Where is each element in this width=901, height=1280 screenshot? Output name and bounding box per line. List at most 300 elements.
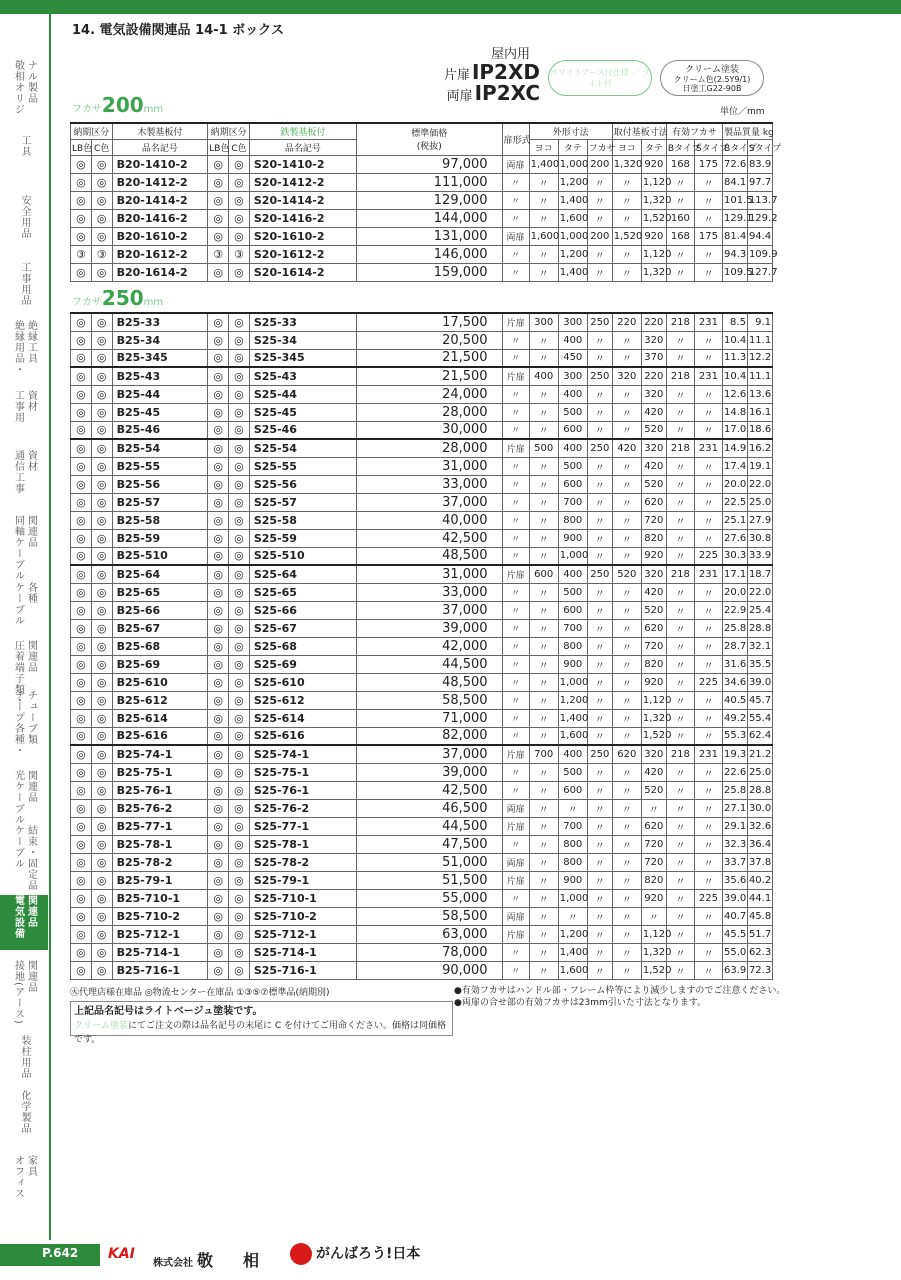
sidebar-category[interactable] xyxy=(0,262,48,312)
mount-width: 〃 xyxy=(612,601,641,619)
stock-c: ◎ xyxy=(91,493,112,511)
mount-height: 1,120 xyxy=(641,245,666,263)
mount-width: 〃 xyxy=(612,619,641,637)
mount-height: 620 xyxy=(641,817,666,835)
sidebar-category-label: 安全用品 xyxy=(19,195,30,239)
page-number: P.642 xyxy=(42,1246,79,1260)
company-name: 株式会社 敬 相 xyxy=(153,1251,260,1270)
sidebar-category-label: 資材 xyxy=(25,390,37,412)
outer-height: 900 xyxy=(558,871,587,889)
stock-c: ◎ xyxy=(91,403,112,421)
sidebar-category[interactable] xyxy=(0,60,48,120)
stock-c: ③ xyxy=(91,245,112,263)
outer-width: 〃 xyxy=(529,835,558,853)
iron-model: S25-610 xyxy=(249,673,356,691)
stock-c: ◎ xyxy=(91,457,112,475)
weight-b: 25.8 xyxy=(722,619,747,637)
stock-lb: ◎ xyxy=(71,817,92,835)
outer-width: 1,600 xyxy=(529,227,558,245)
mount-height: 320 xyxy=(641,439,666,457)
stock-lb: ◎ xyxy=(71,745,92,763)
sidebar-category[interactable] xyxy=(0,390,48,440)
door-type: 両扉 xyxy=(502,853,529,871)
price: 24,000 xyxy=(356,385,502,403)
outer-depth: 〃 xyxy=(587,871,612,889)
outer-width: 〃 xyxy=(529,799,558,817)
price: 42,500 xyxy=(356,529,502,547)
mount-width: 〃 xyxy=(612,835,641,853)
price: 97,000 xyxy=(356,155,502,173)
eff-depth-b: 〃 xyxy=(666,173,694,191)
stock-lb: ◎ xyxy=(71,601,92,619)
sidebar-category-label: 工事用 xyxy=(12,390,24,423)
stock-lb: ◎ xyxy=(71,637,92,655)
weight-s: 11.1 xyxy=(747,331,772,349)
table-row xyxy=(71,313,773,331)
outer-depth: 〃 xyxy=(587,403,612,421)
stock-lb-iron: ◎ xyxy=(208,385,229,403)
hd-yoko: ヨコ xyxy=(529,139,558,155)
stock-c-iron: ◎ xyxy=(229,385,250,403)
outer-width: 〃 xyxy=(529,763,558,781)
outer-width: 〃 xyxy=(529,817,558,835)
stock-c-iron: ◎ xyxy=(229,263,250,281)
outer-depth: 〃 xyxy=(587,637,612,655)
outer-height: 400 xyxy=(558,331,587,349)
stock-lb-iron: ◎ xyxy=(208,601,229,619)
unit-label: 単位／mm xyxy=(720,107,765,117)
sidebar-category-label: 関連品 xyxy=(25,960,37,993)
eff-depth-b: 〃 xyxy=(666,637,694,655)
outer-height: 400 xyxy=(558,745,587,763)
stock-c: ◎ xyxy=(91,155,112,173)
door-type: 〃 xyxy=(502,583,529,601)
weight-b: 35.6 xyxy=(722,871,747,889)
sidebar-category-label: オフィス xyxy=(12,1155,24,1199)
hd-wt-b: Bタイプ xyxy=(722,139,747,155)
weight-s: 55.4 xyxy=(747,709,772,727)
stock-c-iron: ◎ xyxy=(229,313,250,331)
mount-height: 720 xyxy=(641,853,666,871)
door-type: 片扉 xyxy=(502,439,529,457)
outer-depth: 200 xyxy=(587,155,612,173)
outer-depth: 〃 xyxy=(587,691,612,709)
eff-depth-s: 〃 xyxy=(694,403,722,421)
door-type: 片扉 xyxy=(502,367,529,385)
wood-model: B25-345 xyxy=(112,349,208,367)
stock-c: ◎ xyxy=(91,209,112,227)
sidebar-category[interactable] xyxy=(0,195,48,245)
outer-height: 〃 xyxy=(558,799,587,817)
stock-lb-iron: ◎ xyxy=(208,439,229,457)
mount-height: 520 xyxy=(641,475,666,493)
weight-s: 28.8 xyxy=(747,619,772,637)
outer-height: 900 xyxy=(558,655,587,673)
eff-depth-s: 〃 xyxy=(694,961,722,979)
table-row xyxy=(71,421,773,439)
eff-depth-b: 〃 xyxy=(666,457,694,475)
stock-c: ◎ xyxy=(91,565,112,583)
table-row xyxy=(71,155,773,173)
weight-s: 18.7 xyxy=(747,565,772,583)
sidebar-category[interactable] xyxy=(0,1090,48,1140)
weight-s: 94.4 xyxy=(747,227,772,245)
weight-s: 30.8 xyxy=(747,529,772,547)
outer-height: 800 xyxy=(558,511,587,529)
price: 44,500 xyxy=(356,655,502,673)
sidebar-category[interactable] xyxy=(0,1035,48,1085)
stock-lb: ◎ xyxy=(71,209,92,227)
mount-height: 1,120 xyxy=(641,173,666,191)
stock-c-iron: ◎ xyxy=(229,673,250,691)
mount-width: 〃 xyxy=(612,331,641,349)
stock-lb: ◎ xyxy=(71,439,92,457)
table-row xyxy=(71,889,773,907)
hd-mount-yoko: ヨコ xyxy=(612,139,641,155)
door-type: 〃 xyxy=(502,763,529,781)
stock-c-iron: ◎ xyxy=(229,547,250,565)
price: 48,500 xyxy=(356,673,502,691)
sidebar-category-label: 家具 xyxy=(25,1155,37,1177)
sidebar-category[interactable] xyxy=(0,320,48,380)
eff-depth-s: 225 xyxy=(694,673,722,691)
outer-depth: 250 xyxy=(587,745,612,763)
eff-depth-s: 〃 xyxy=(694,817,722,835)
stock-c: ◎ xyxy=(91,907,112,925)
mount-height: 820 xyxy=(641,871,666,889)
price: 82,000 xyxy=(356,727,502,745)
outer-width: 〃 xyxy=(529,511,558,529)
mount-height: 1,320 xyxy=(641,191,666,209)
stock-lb-iron: ③ xyxy=(208,245,229,263)
stock-c: ◎ xyxy=(91,601,112,619)
eff-depth-s: 225 xyxy=(694,889,722,907)
iron-model: S25-45 xyxy=(249,403,356,421)
door-type: 片扉 xyxy=(502,871,529,889)
stock-c-iron: ◎ xyxy=(229,781,250,799)
stock-c-iron: ◎ xyxy=(229,349,250,367)
price: 39,000 xyxy=(356,763,502,781)
door-type: 両扉 xyxy=(502,227,529,245)
price: 33,000 xyxy=(356,475,502,493)
price: 131,000 xyxy=(356,227,502,245)
wood-model: B20-1610-2 xyxy=(112,227,208,245)
stock-c: ◎ xyxy=(91,349,112,367)
outer-height: 1,000 xyxy=(558,227,587,245)
iron-model: S25-64 xyxy=(249,565,356,583)
weight-b: 27.1 xyxy=(722,799,747,817)
stock-c-iron: ◎ xyxy=(229,889,250,907)
stock-c-iron: ◎ xyxy=(229,511,250,529)
stock-c: ◎ xyxy=(91,691,112,709)
mount-width: 〃 xyxy=(612,511,641,529)
iron-model: S25-66 xyxy=(249,601,356,619)
sidebar-category[interactable] xyxy=(0,1155,48,1210)
table-row xyxy=(71,385,773,403)
iron-model: S25-78-2 xyxy=(249,853,356,871)
price: 28,000 xyxy=(356,403,502,421)
weight-b: 109.5 xyxy=(722,263,747,281)
outer-depth: 〃 xyxy=(587,245,612,263)
stock-c-iron: ◎ xyxy=(229,227,250,245)
weight-b: 17.1 xyxy=(722,565,747,583)
outer-depth: 250 xyxy=(587,565,612,583)
mount-height: 720 xyxy=(641,637,666,655)
weight-s: 13.6 xyxy=(747,385,772,403)
eff-depth-s: 231 xyxy=(694,439,722,457)
outer-height: 700 xyxy=(558,817,587,835)
eff-depth-s: 〃 xyxy=(694,457,722,475)
outer-depth: 〃 xyxy=(587,673,612,691)
table-row xyxy=(71,727,773,745)
outer-width: 〃 xyxy=(529,619,558,637)
table-row xyxy=(71,457,773,475)
weight-s: 129.2 xyxy=(747,209,772,227)
outer-height: 500 xyxy=(558,403,587,421)
sidebar-category[interactable] xyxy=(0,895,48,950)
note-2: ●両扉の合せ部の有効フカサは23mm引いた寸法となります。 xyxy=(454,998,707,1008)
eff-depth-s: 〃 xyxy=(694,331,722,349)
sidebar-category[interactable] xyxy=(0,690,48,770)
sidebar-category-label: 同軸ケーブル xyxy=(12,515,24,581)
depth-200-label: フカサ200mm xyxy=(72,93,164,117)
iron-model: S25-57 xyxy=(249,493,356,511)
outer-height: 800 xyxy=(558,835,587,853)
weight-b: 29.1 xyxy=(722,817,747,835)
outer-height: 300 xyxy=(558,313,587,331)
price: 71,000 xyxy=(356,709,502,727)
weight-b: 45.5 xyxy=(722,925,747,943)
mount-width: 〃 xyxy=(612,637,641,655)
stock-c: ◎ xyxy=(91,727,112,745)
price: 37,000 xyxy=(356,601,502,619)
weight-s: 16.1 xyxy=(747,403,772,421)
category-sidebar xyxy=(0,14,50,1244)
stock-c: ◎ xyxy=(91,817,112,835)
outer-width: 〃 xyxy=(529,655,558,673)
stock-c: ◎ xyxy=(91,191,112,209)
iron-model: S20-1614-2 xyxy=(249,263,356,281)
outer-depth: 〃 xyxy=(587,601,612,619)
wood-model: B25-78-1 xyxy=(112,835,208,853)
option-pill: ホワイトアース付仕様 ／ ライト付 xyxy=(548,60,652,96)
door-type: 片扉 xyxy=(502,745,529,763)
stock-c-iron: ◎ xyxy=(229,583,250,601)
table-row xyxy=(71,583,773,601)
double-door-model: IP2XC xyxy=(474,81,540,105)
mount-width: 〃 xyxy=(612,245,641,263)
eff-depth-s: 〃 xyxy=(694,763,722,781)
mount-width: 〃 xyxy=(612,403,641,421)
weight-b: 129.1 xyxy=(722,209,747,227)
stock-lb-iron: ◎ xyxy=(208,817,229,835)
door-type: 〃 xyxy=(502,245,529,263)
sidebar-category-label: 工事用品 xyxy=(19,262,30,306)
wood-model: B20-1416-2 xyxy=(112,209,208,227)
outer-width: 〃 xyxy=(529,331,558,349)
outer-height: 600 xyxy=(558,601,587,619)
eff-depth-s: 〃 xyxy=(694,421,722,439)
weight-b: 63.9 xyxy=(722,961,747,979)
stock-c: ◎ xyxy=(91,799,112,817)
mount-width: 〃 xyxy=(612,529,641,547)
stock-c: ◎ xyxy=(91,313,112,331)
outer-depth: 〃 xyxy=(587,173,612,191)
eff-depth-b: 〃 xyxy=(666,961,694,979)
stock-c: ◎ xyxy=(91,925,112,943)
wood-model: B25-510 xyxy=(112,547,208,565)
door-type: 〃 xyxy=(502,547,529,565)
price: 31,000 xyxy=(356,457,502,475)
mount-width: 〃 xyxy=(612,655,641,673)
stock-lb-iron: ◎ xyxy=(208,871,229,889)
eff-depth-b: 〃 xyxy=(666,673,694,691)
outer-width: 〃 xyxy=(529,637,558,655)
mount-height: 420 xyxy=(641,583,666,601)
stock-lb: ◎ xyxy=(71,763,92,781)
stock-lb-iron: ◎ xyxy=(208,907,229,925)
outer-depth: 〃 xyxy=(587,421,612,439)
page-title: 14. 電気設備関連品 14-1 ボックス xyxy=(72,23,285,38)
weight-s: 18.6 xyxy=(747,421,772,439)
wood-model: B25-58 xyxy=(112,511,208,529)
stock-lb-iron: ◎ xyxy=(208,763,229,781)
outer-width: 〃 xyxy=(529,601,558,619)
mount-width: 〃 xyxy=(612,763,641,781)
eff-depth-b: 〃 xyxy=(666,853,694,871)
hd-mount-tate: タテ xyxy=(641,139,666,155)
outer-width: 〃 xyxy=(529,925,558,943)
mount-width: 〃 xyxy=(612,583,641,601)
mount-height: 420 xyxy=(641,763,666,781)
weight-b: 30.3 xyxy=(722,547,747,565)
table-row xyxy=(71,173,773,191)
price: 40,000 xyxy=(356,511,502,529)
weight-b: 10.4 xyxy=(722,331,747,349)
outer-depth: 〃 xyxy=(587,961,612,979)
eff-depth-s: 〃 xyxy=(694,835,722,853)
stock-c: ◎ xyxy=(91,263,112,281)
outer-height: 800 xyxy=(558,853,587,871)
stock-lb-iron: ◎ xyxy=(208,889,229,907)
mount-width: 〃 xyxy=(612,547,641,565)
table-depth-200 xyxy=(70,122,782,282)
weight-b: 25.8 xyxy=(722,781,747,799)
stock-c-iron: ◎ xyxy=(229,493,250,511)
sidebar-category[interactable] xyxy=(0,825,48,900)
door-type: 〃 xyxy=(502,637,529,655)
outer-height: 500 xyxy=(558,583,587,601)
stock-lb-iron: ◎ xyxy=(208,781,229,799)
mount-width: 〃 xyxy=(612,889,641,907)
door-type: 両扉 xyxy=(502,799,529,817)
mount-width: 〃 xyxy=(612,853,641,871)
stock-c-iron: ◎ xyxy=(229,173,250,191)
eff-depth-b: 218 xyxy=(666,565,694,583)
stock-lb-iron: ◎ xyxy=(208,943,229,961)
price: 20,500 xyxy=(356,331,502,349)
mount-width: 〃 xyxy=(612,907,641,925)
mount-width: 1,520 xyxy=(612,227,641,245)
sidebar-category[interactable] xyxy=(0,582,48,637)
stock-c-iron: ◎ xyxy=(229,961,250,979)
outer-height: 800 xyxy=(558,637,587,655)
eff-depth-b: 〃 xyxy=(666,583,694,601)
weight-s: 113.7 xyxy=(747,191,772,209)
table-depth-250 xyxy=(70,312,773,980)
paint-note-title: 上記品名記号はライトベージュ塗装です。 xyxy=(74,1006,263,1017)
sidebar-category[interactable] xyxy=(0,135,48,175)
eff-depth-b: 168 xyxy=(666,155,694,173)
eff-depth-b: 〃 xyxy=(666,817,694,835)
outer-height: 400 xyxy=(558,565,587,583)
outer-depth: 〃 xyxy=(587,547,612,565)
weight-s: 9.1 xyxy=(747,313,772,331)
mount-height: 720 xyxy=(641,835,666,853)
stock-lb: ◎ xyxy=(71,547,92,565)
sidebar-category-label: 化学製品 xyxy=(19,1090,30,1134)
mount-height: 1,320 xyxy=(641,709,666,727)
mount-width: 〃 xyxy=(612,925,641,943)
wood-model: B25-710-2 xyxy=(112,907,208,925)
outer-depth: 250 xyxy=(587,313,612,331)
table-row xyxy=(71,349,773,367)
door-type: 〃 xyxy=(502,263,529,281)
iron-model: S25-712-1 xyxy=(249,925,356,943)
eff-depth-b: 〃 xyxy=(666,943,694,961)
mount-height: 370 xyxy=(641,349,666,367)
sidebar-category[interactable] xyxy=(0,960,48,1035)
eff-depth-s: 〃 xyxy=(694,475,722,493)
outer-width: 〃 xyxy=(529,727,558,745)
weight-b: 14.8 xyxy=(722,403,747,421)
iron-model: S25-74-1 xyxy=(249,745,356,763)
wood-model: B25-54 xyxy=(112,439,208,457)
sidebar-category[interactable] xyxy=(0,515,48,590)
paint-note-text: にてご注文の際は品名記号の末尾に C を付けてご用命ください。価格は同価格です。 xyxy=(74,1021,447,1045)
outer-width: 〃 xyxy=(529,349,558,367)
mount-width: 220 xyxy=(612,313,641,331)
outer-depth: 〃 xyxy=(587,619,612,637)
iron-model: S25-710-1 xyxy=(249,889,356,907)
paint-note-box xyxy=(70,1001,453,1045)
hd-wt-s: Sタイプ xyxy=(747,139,772,155)
stock-lb-iron: ◎ xyxy=(208,547,229,565)
sidebar-category-label: テープ各種・ xyxy=(12,690,24,756)
price: 37,000 xyxy=(356,745,502,763)
iron-model: S25-76-1 xyxy=(249,781,356,799)
mount-width: 520 xyxy=(612,565,641,583)
stock-c-iron: ◎ xyxy=(229,619,250,637)
eff-depth-b: 〃 xyxy=(666,835,694,853)
iron-model: S25-76-2 xyxy=(249,799,356,817)
stock-lb-iron: ◎ xyxy=(208,673,229,691)
stock-c-iron: ◎ xyxy=(229,601,250,619)
mount-height: 220 xyxy=(641,367,666,385)
weight-s: 21.2 xyxy=(747,745,772,763)
wood-model: B25-76-2 xyxy=(112,799,208,817)
price: 90,000 xyxy=(356,961,502,979)
weight-b: 22.6 xyxy=(722,763,747,781)
iron-model: S25-79-1 xyxy=(249,871,356,889)
weight-b: 8.5 xyxy=(722,313,747,331)
price: 37,000 xyxy=(356,493,502,511)
sidebar-category[interactable] xyxy=(0,450,48,505)
hd-door: 扉形式 xyxy=(502,123,529,155)
outer-depth: 〃 xyxy=(587,709,612,727)
mount-height: 220 xyxy=(641,313,666,331)
weight-b: 40.7 xyxy=(722,907,747,925)
